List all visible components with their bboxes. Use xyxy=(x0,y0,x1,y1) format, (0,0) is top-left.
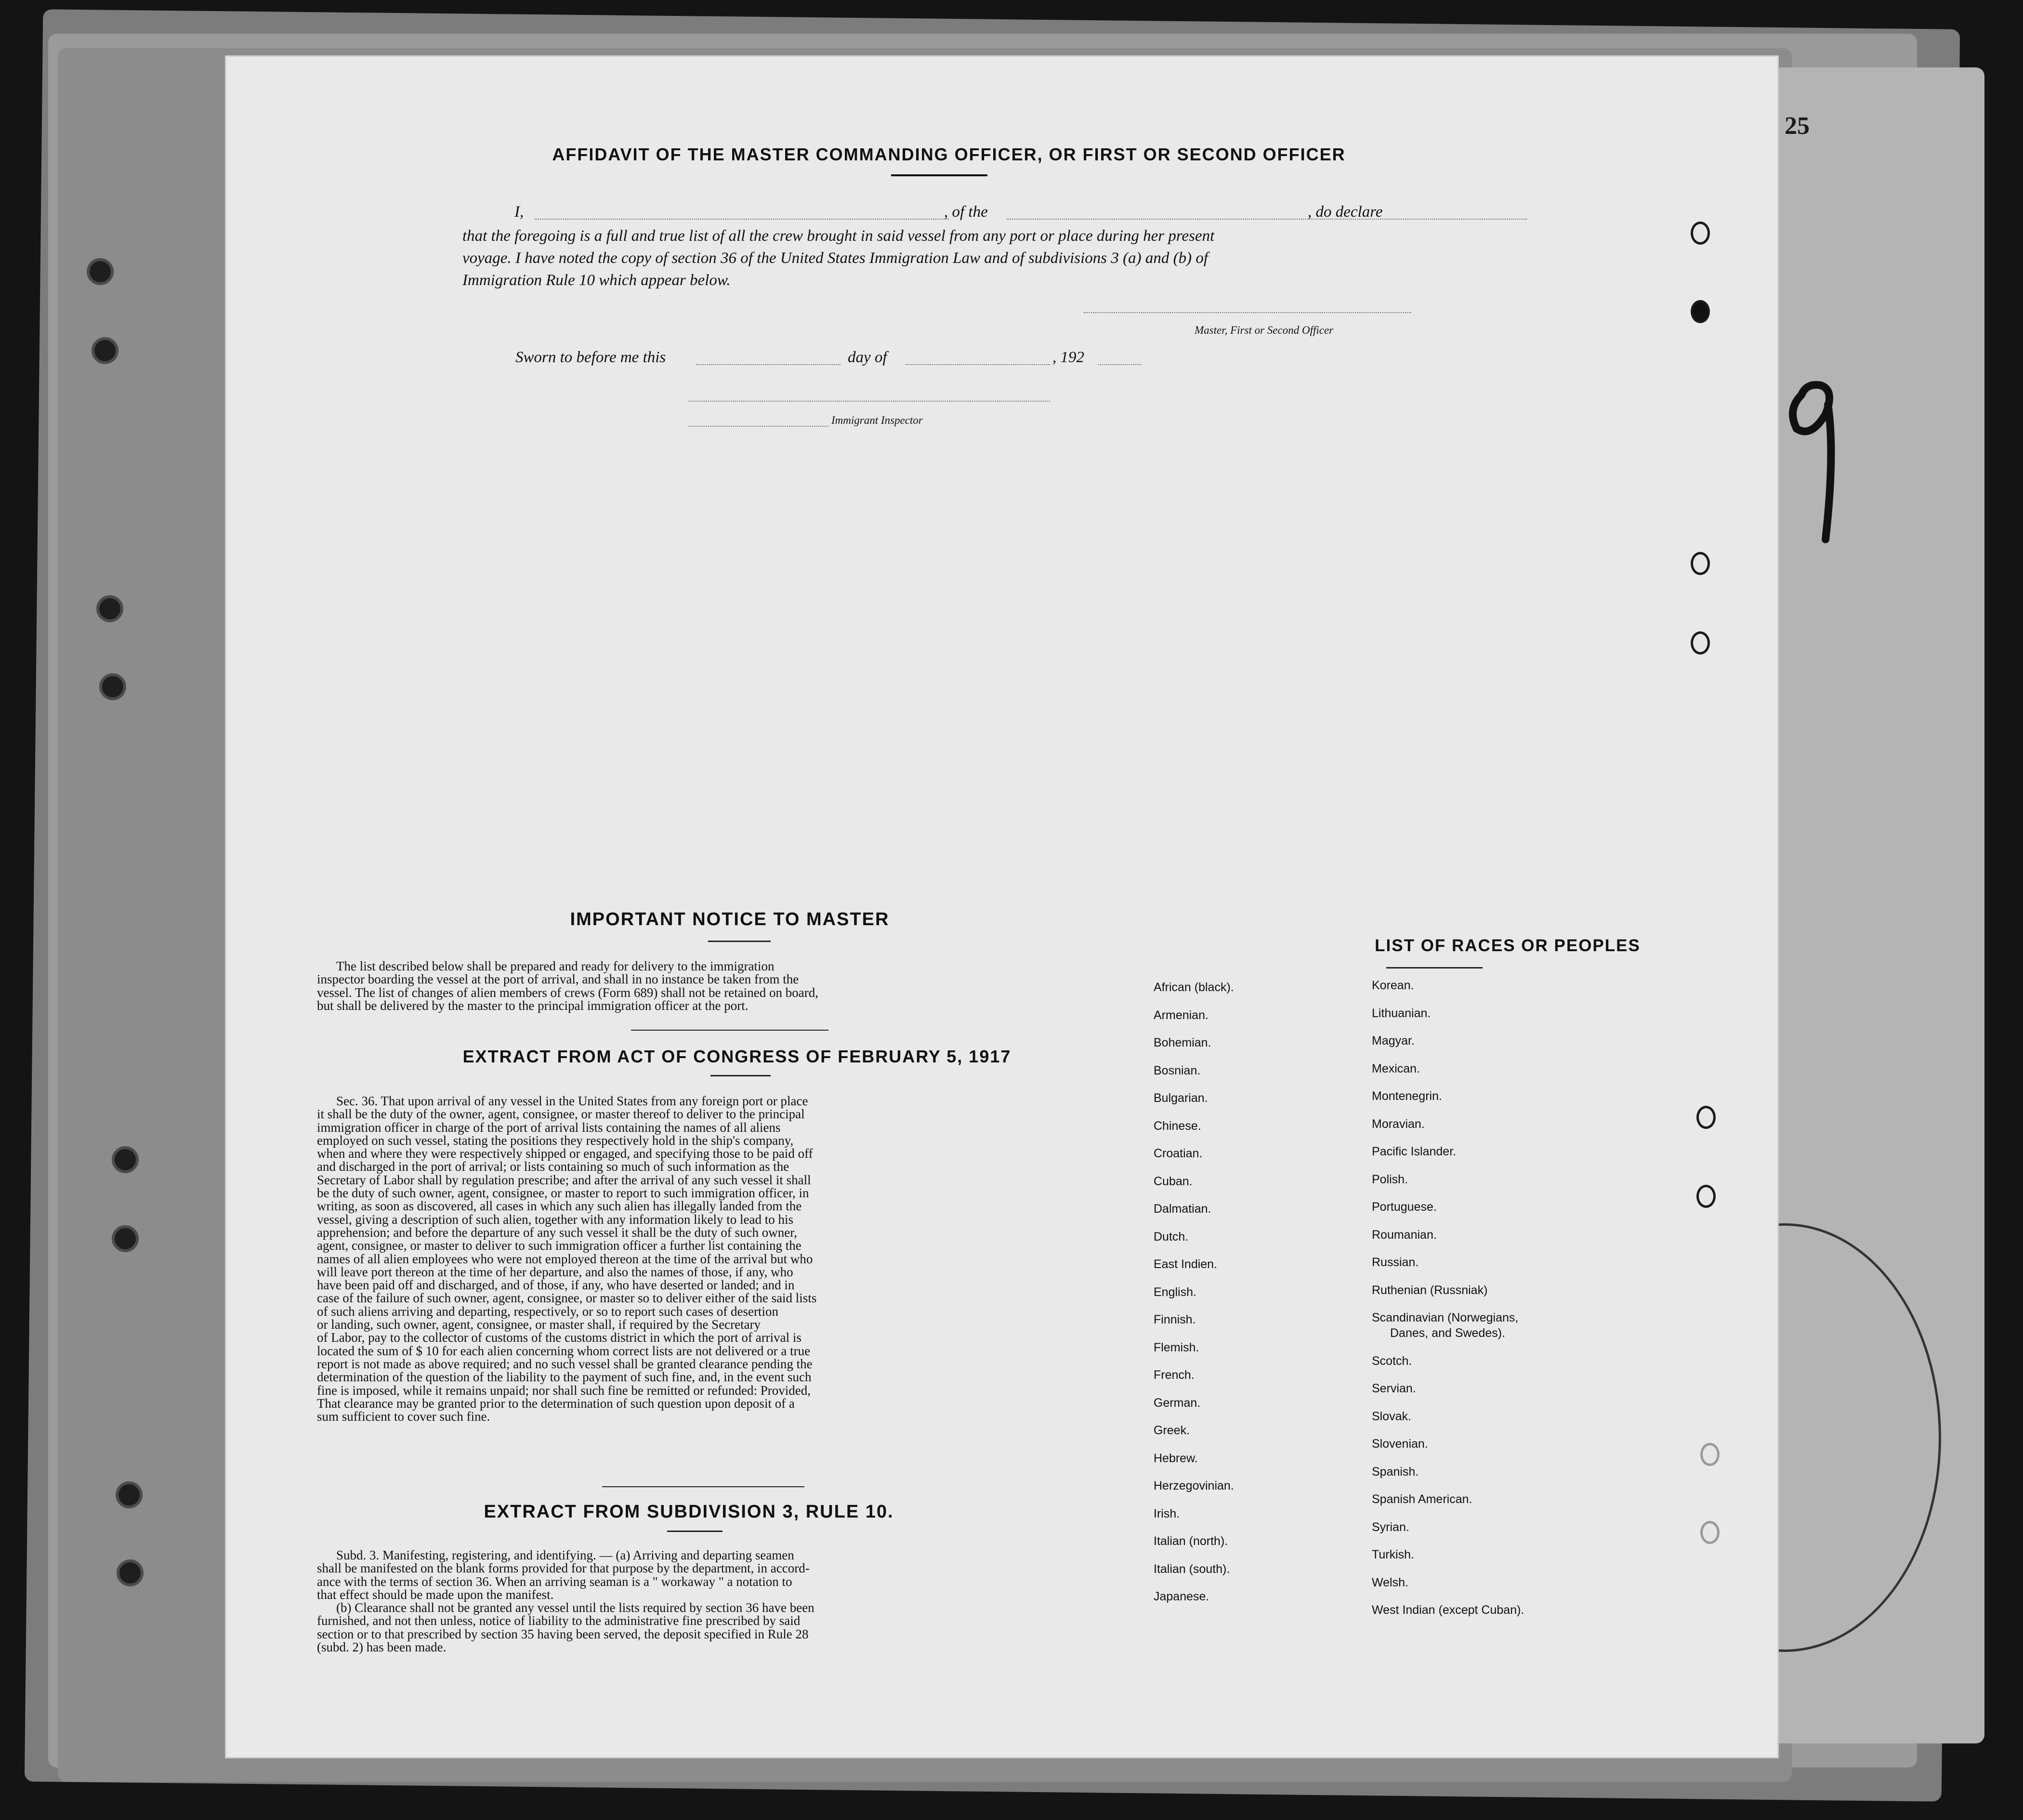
rule-line: furnished, and not then unless, notice of liability to the administrative fine prescribed by said xyxy=(317,1613,801,1628)
section-line: case of the failure of such owner, agent, consignee, or master so to deliver either of the said lists xyxy=(317,1291,817,1306)
race-item: Slovak. xyxy=(1372,1409,1411,1423)
sworn-year-blank xyxy=(1098,363,1142,365)
section-line: it shall be the duty of the owner, agent, consignee, or master thereof to deliver to the principal xyxy=(317,1107,805,1122)
race-item: Moravian. xyxy=(1372,1117,1425,1131)
rule-line: shall be manifested on the blank forms provided for that purpose by the department, in accord- xyxy=(317,1561,810,1576)
section-line: of such aliens arriving and departing, respectively, or so to report such cases of desertion xyxy=(317,1304,778,1319)
races-right-column xyxy=(1372,979,1524,1631)
notice-line: inspector boarding the vessel at the port of arrival, and shall in no instance be taken from the xyxy=(317,972,799,987)
rule-line: section or to that prescribed by section 35 having been served, the deposit specified in Rule 28 xyxy=(317,1626,809,1641)
race-item: Croatian. xyxy=(1154,1147,1203,1160)
section-line: have been paid off and discharged, and of those, if any, who have deserted or landed; and in xyxy=(317,1278,795,1293)
manifest-page xyxy=(226,57,1777,1757)
binder-hole-right xyxy=(1696,1185,1716,1208)
race-item-continued: Danes, and Swedes). xyxy=(1390,1326,1506,1340)
section-line: immigration officer in charge of the port of arrival lists containing the names of all aliens xyxy=(317,1120,781,1135)
race-item: Servian. xyxy=(1372,1382,1416,1395)
notice-line: vessel. The list of changes of alien members of crews (Form 689) shall not be retained on board, xyxy=(317,985,818,1000)
extract-rule-title: EXTRACT FROM SUBDIVISION 3, RULE 10. xyxy=(484,1502,894,1522)
affidavit-i: I, xyxy=(514,203,524,221)
section-line: Sec. 36. That upon arrival of any vessel in the United States from any foreign port or place xyxy=(336,1094,808,1108)
race-item: Greek. xyxy=(1154,1424,1190,1437)
binder-hole-right xyxy=(1696,1106,1716,1129)
binder-hole-right xyxy=(1691,631,1710,655)
binder-hole xyxy=(117,1559,144,1586)
race-item: Russian. xyxy=(1372,1256,1419,1269)
sworn-text: Sworn to before me this xyxy=(515,349,666,366)
section-line: or landing, such owner, agent, consignee, or master shall, if required by the Secretary xyxy=(317,1317,761,1332)
race-item: Turkish. xyxy=(1372,1548,1414,1561)
race-item: Chinese. xyxy=(1154,1119,1201,1133)
extract-rule-rule xyxy=(667,1531,722,1532)
section-line: of Labor, pay to the collector of customs of the customs district in which the port of arrival is xyxy=(317,1330,801,1345)
section-line: agent, consignee, or master to deliver to such immigration officer a further list containing the xyxy=(317,1238,801,1253)
race-item: East Indien. xyxy=(1154,1257,1218,1271)
section-line: That clearance may be granted prior to the determination of such question upon deposit of a xyxy=(317,1396,795,1411)
section-line: report is not made as above required; and no such vessel shall be granted clearance pending the xyxy=(317,1356,813,1371)
races-left-column xyxy=(1154,981,1234,1618)
race-item: Montenegrin. xyxy=(1372,1089,1442,1103)
section-line: when and where they were respectively shipped or engaged, and specifying those to be paid off xyxy=(317,1146,813,1161)
race-item: Flemish. xyxy=(1154,1340,1199,1354)
vessel-blank xyxy=(1007,218,1527,220)
binder-hole-right xyxy=(1700,1443,1720,1466)
title-underline xyxy=(891,174,987,176)
binder-hole xyxy=(87,258,114,285)
section-line: fine is imposed, while it remains unpaid; nor shall such fine be remitted or refunded: Provided, xyxy=(317,1383,811,1398)
section-line: employed on such vessel, stating the positions they respectively hold in the ship's company, xyxy=(317,1133,794,1148)
binder-hole xyxy=(112,1225,139,1252)
section-line: sum sufficient to cover such fine. xyxy=(317,1409,490,1424)
race-item: Pacific Islander. xyxy=(1372,1145,1457,1158)
rule-line: ance with the terms of section 36. When an arriving seaman is a " workaway " a notation to xyxy=(317,1574,792,1589)
race-item: West Indian (except Cuban). xyxy=(1372,1603,1524,1617)
race-item: Finnish. xyxy=(1154,1313,1196,1326)
section-line: determination of the question of the liability to the payment of such fine, and, in the event such xyxy=(317,1370,812,1385)
section-line: writing, as soon as discovered, all cases in which any such alien has illegally landed from the xyxy=(317,1199,802,1214)
race-item: Korean. xyxy=(1372,979,1414,992)
race-item: Ruthenian (Russniak) xyxy=(1372,1283,1488,1297)
affidavit-line-3: voyage. I have noted the copy of section 36 of the United States Immigration Law and of subdivisions 3 (a) and (b) of xyxy=(462,249,1209,267)
inspector-label: Immigrant Inspector xyxy=(831,414,923,426)
race-item: Scotch. xyxy=(1372,1354,1412,1368)
sworn-day-of: day of xyxy=(848,349,887,366)
section-line: names of all alien employees who were not employed thereon at the time of the arrival but who xyxy=(317,1251,813,1266)
race-item: Bohemian. xyxy=(1154,1036,1211,1049)
binder-hole xyxy=(112,1146,139,1173)
binder-hole-right xyxy=(1691,300,1710,323)
race-item: Dutch. xyxy=(1154,1230,1189,1244)
race-item: Italian (south). xyxy=(1154,1562,1230,1576)
race-item: Syrian. xyxy=(1372,1520,1409,1534)
affidavit-line-4: Immigration Rule 10 which appear below. xyxy=(462,272,731,289)
section-line: Secretary of Labor shall by regulation prescribe; and after the arrival of any such vessel it shall xyxy=(317,1172,811,1187)
officer-signature-line xyxy=(1084,311,1411,313)
section-line: apprehension; and before the departure of any such vessel it shall be the duty of such owner, xyxy=(317,1225,797,1240)
sworn-day-blank xyxy=(696,363,841,365)
officer-signature-label: Master, First or Second Officer xyxy=(1195,324,1334,336)
binder-hole-right xyxy=(1691,552,1710,575)
race-item: Spanish American. xyxy=(1372,1493,1472,1506)
race-item: Spanish. xyxy=(1372,1465,1419,1479)
section-line: be the duty of such owner, agent, consignee, or master to report to such immigration officer, in xyxy=(317,1186,809,1201)
race-item: Bulgarian. xyxy=(1154,1091,1208,1105)
rule-line: Subd. 3. Manifesting, registering, and identifying. — (a) Arriving and departing seamen xyxy=(336,1548,794,1562)
handwritten-mark xyxy=(1782,376,1845,549)
race-item: Scandinavian (Norwegians, xyxy=(1372,1311,1519,1324)
race-item: Japanese. xyxy=(1154,1590,1209,1603)
extract-act-rule xyxy=(710,1075,771,1076)
inspector-signature-line-upper xyxy=(689,400,1050,402)
divider xyxy=(631,1030,828,1031)
race-item: Cuban. xyxy=(1154,1174,1193,1188)
race-item: French. xyxy=(1154,1368,1195,1382)
rule-line: (subd. 2) has been made. xyxy=(317,1640,447,1655)
section-line: located the sum of $ 10 for each alien concerning whom correct lists are not delivered or a true xyxy=(317,1343,811,1358)
race-item: African (black). xyxy=(1154,981,1234,994)
race-item: Welsh. xyxy=(1372,1575,1408,1589)
race-item: Lithuanian. xyxy=(1372,1006,1431,1020)
notice-line: The list described below shall be prepared and ready for delivery to the immigration xyxy=(336,959,775,973)
race-item: Hebrew. xyxy=(1154,1451,1198,1465)
race-item: Mexican. xyxy=(1372,1061,1420,1075)
race-item: Armenian. xyxy=(1154,1008,1209,1022)
binder-hole xyxy=(96,595,123,622)
race-item: Slovenian. xyxy=(1372,1437,1428,1451)
race-item: Dalmatian. xyxy=(1154,1202,1211,1216)
race-item: Irish. xyxy=(1154,1506,1180,1520)
section-36-text xyxy=(317,1095,982,1423)
section-line: and discharged in the port of arrival; or lists containing so much of such information as the xyxy=(317,1159,789,1174)
rule-line: (b) Clearance shall not be granted any vessel until the lists required by section 36 have been xyxy=(336,1600,814,1615)
race-item: Magyar. xyxy=(1372,1034,1415,1047)
notice-text xyxy=(317,960,982,1012)
race-item: Portuguese. xyxy=(1372,1200,1437,1214)
rule-10-text xyxy=(317,1549,982,1654)
extract-act-title: EXTRACT FROM ACT OF CONGRESS OF FEBRUARY 5, 1917 xyxy=(462,1047,1012,1066)
sworn-month-blank xyxy=(906,363,1050,365)
binder-hole-right xyxy=(1700,1521,1720,1544)
section-line: vessel, giving a description of such alien, together with any information likely to lead to his xyxy=(317,1212,794,1227)
affidavit-do-declare: , do declare xyxy=(1308,203,1383,221)
races-rule xyxy=(1386,967,1483,969)
notice-rule xyxy=(708,941,771,942)
affidavit-of-the: , of the xyxy=(944,203,988,221)
race-item: Italian (north). xyxy=(1154,1534,1228,1548)
race-item: Herzegovinian. xyxy=(1154,1479,1234,1493)
inspector-signature-line xyxy=(689,425,828,427)
race-item: Bosnian. xyxy=(1154,1063,1201,1077)
notice-line: but shall be delivered by the master to the principal immigration officer at the port. xyxy=(317,998,749,1013)
name-blank xyxy=(535,218,949,220)
race-item: Roumanian. xyxy=(1372,1228,1437,1242)
affidavit-line-2: that the foregoing is a full and true list of all the crew brought in said vessel from any port or place during her present xyxy=(462,227,1215,245)
race-item: English. xyxy=(1154,1285,1196,1299)
affidavit-title: AFFIDAVIT OF THE MASTER COMMANDING OFFICER, OR FIRST OR SECOND OFFICER xyxy=(552,144,1346,164)
race-item: German. xyxy=(1154,1396,1201,1410)
notice-title: IMPORTANT NOTICE TO MASTER xyxy=(570,909,890,930)
divider xyxy=(602,1486,804,1487)
binder-hole xyxy=(116,1481,143,1508)
section-line: will leave port thereon at the time of her departure, and also the names of those, if any, who xyxy=(317,1264,793,1279)
rule-line: that effect should be made upon the manifest. xyxy=(317,1587,554,1602)
binder-hole xyxy=(92,337,118,364)
binder-hole xyxy=(99,673,126,700)
page-number: 25 xyxy=(1785,112,1810,140)
binder-hole-right xyxy=(1691,222,1710,245)
races-title: LIST OF RACES OR PEOPLES xyxy=(1375,936,1641,955)
race-item: Polish. xyxy=(1372,1172,1408,1186)
sworn-year: , 192 xyxy=(1052,349,1084,366)
